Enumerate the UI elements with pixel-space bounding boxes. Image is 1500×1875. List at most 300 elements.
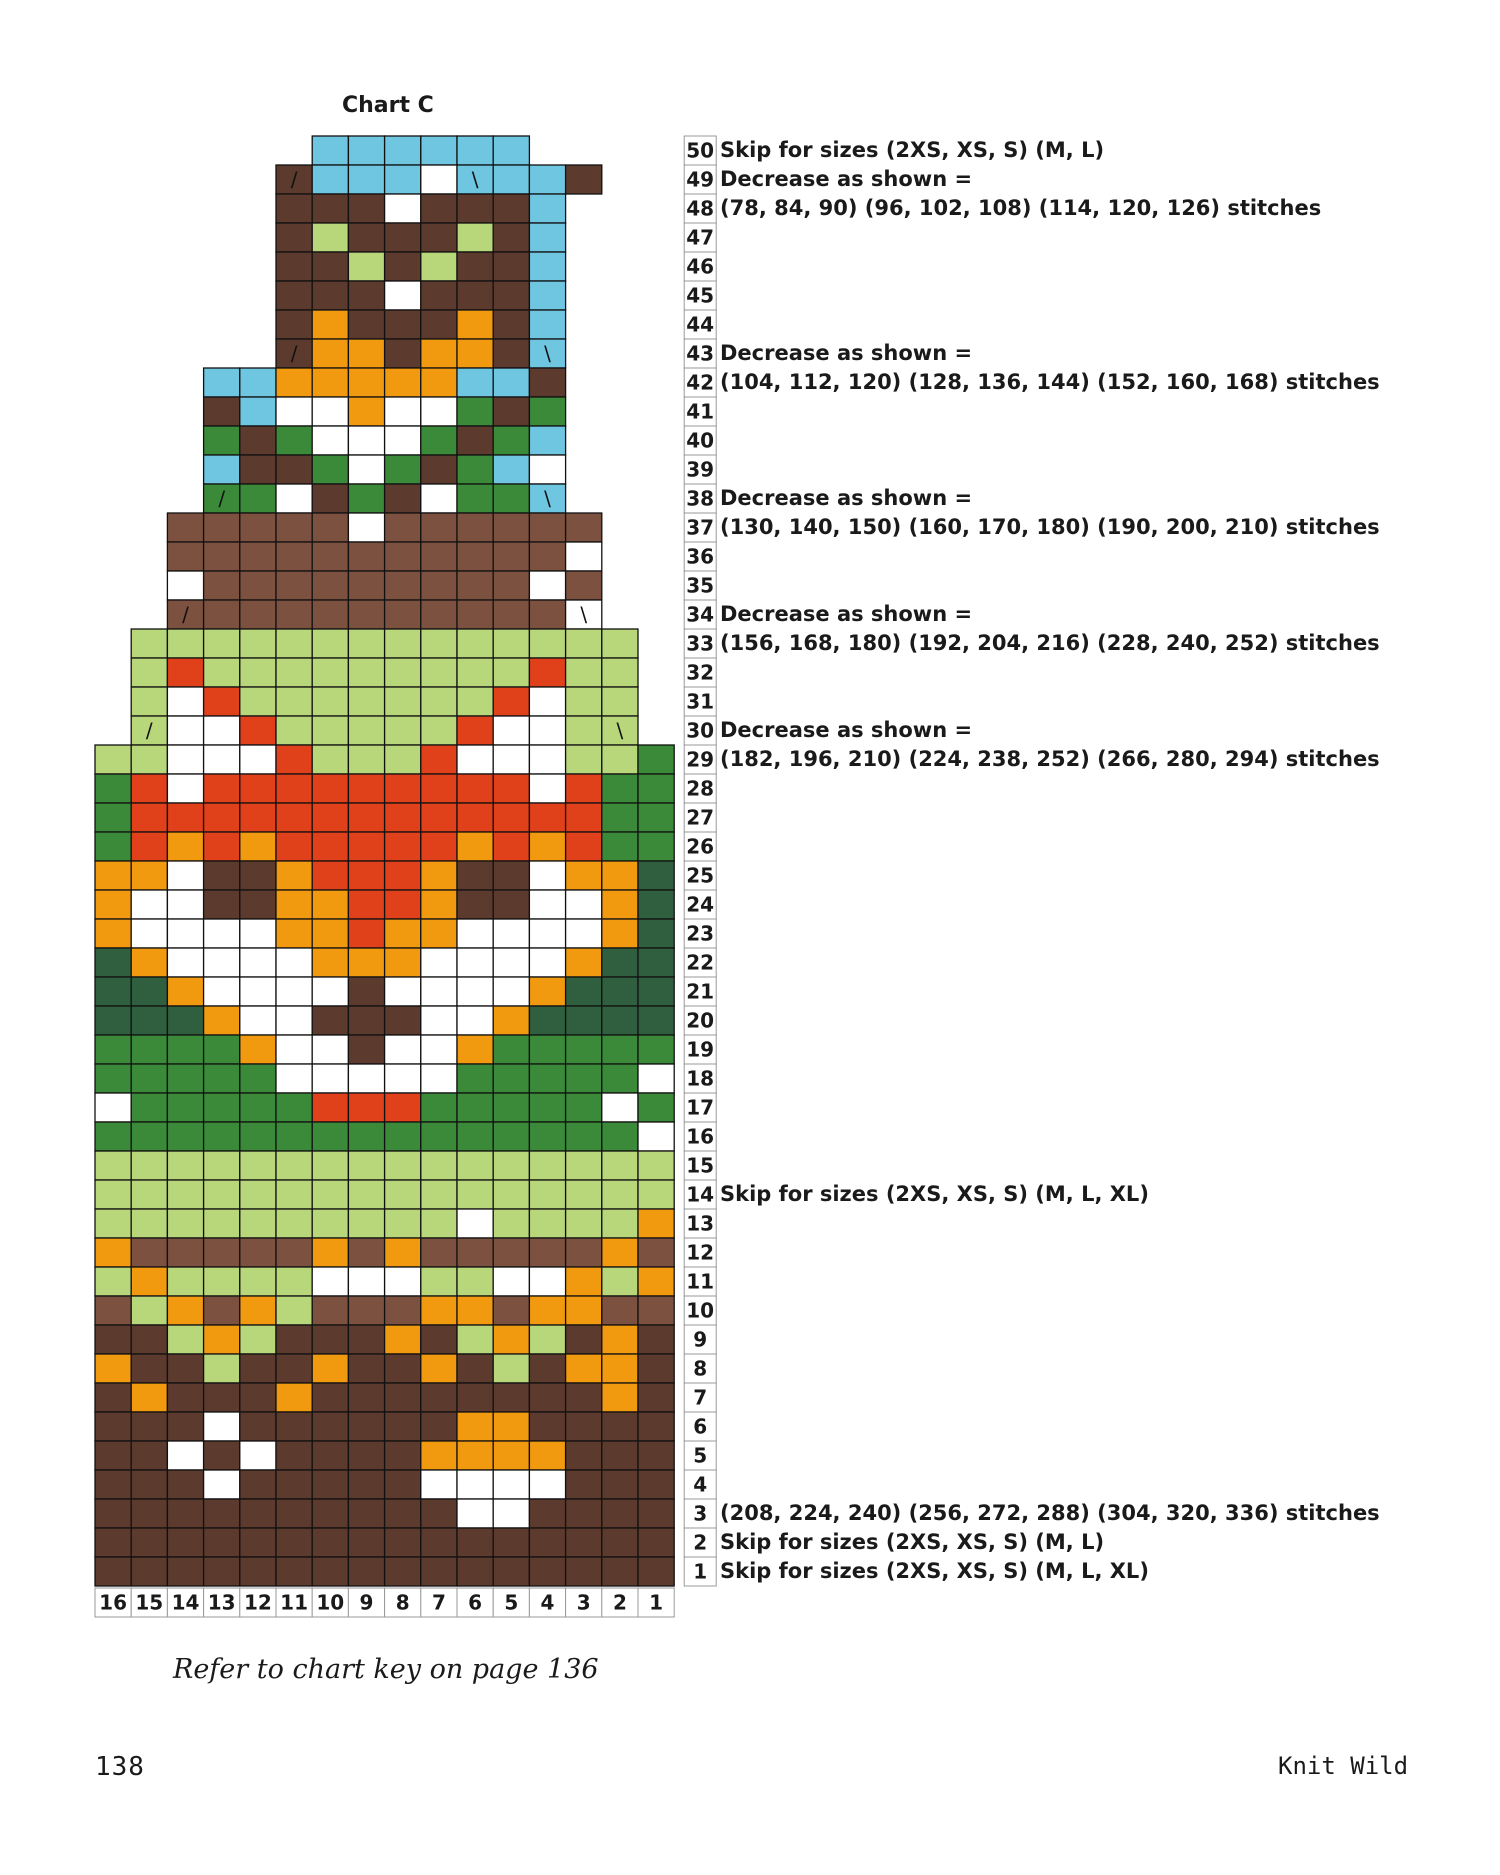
stitch-cell (385, 223, 421, 252)
row-number: 35 (686, 573, 715, 598)
stitch-cell (385, 803, 421, 832)
stitch-cell (276, 1151, 312, 1180)
stitch-cell (529, 426, 565, 455)
stitch-cell (493, 1180, 529, 1209)
stitch-cell (204, 1557, 240, 1586)
stitch-cell (276, 658, 312, 687)
stitch-cell (167, 1383, 203, 1412)
stitch-cell (385, 1180, 421, 1209)
stitch-cell (529, 658, 565, 687)
stitch-cell (529, 832, 565, 861)
stitch-cell (276, 977, 312, 1006)
stitch-cell (566, 1412, 602, 1441)
stitch-cell (348, 165, 384, 194)
stitch-cell (131, 919, 167, 948)
row-number: 17 (686, 1095, 715, 1120)
stitch-cell (385, 861, 421, 890)
stitch-cell (457, 1441, 493, 1470)
stitch-cell (167, 977, 203, 1006)
row-note: (156, 168, 180) (192, 204, 216) (228, 240, 252) stitches (720, 631, 1380, 655)
stitch-cell (421, 1238, 457, 1267)
stitch-cell (312, 368, 348, 397)
stitch-cell (95, 803, 131, 832)
decrease-symbol: \ (471, 167, 479, 192)
stitch-cell (421, 136, 457, 165)
stitch-cell (348, 484, 384, 513)
stitch-cell (493, 1412, 529, 1441)
stitch-cell (602, 687, 638, 716)
stitch-cell (131, 861, 167, 890)
stitch-cell (95, 1238, 131, 1267)
stitch-cell (457, 1180, 493, 1209)
stitch-cell (348, 1441, 384, 1470)
stitch-cell (457, 194, 493, 223)
stitch-cell (493, 1441, 529, 1470)
stitch-cell (638, 1325, 674, 1354)
row-note: Decrease as shown = (720, 167, 973, 191)
stitch-cell (95, 1354, 131, 1383)
stitch-cell (204, 629, 240, 658)
stitch-cell (276, 397, 312, 426)
stitch-cell (312, 1209, 348, 1238)
stitch-cell (240, 890, 276, 919)
stitch-cell (493, 339, 529, 368)
stitch-cell (421, 774, 457, 803)
stitch-cell (421, 426, 457, 455)
stitch-cell (385, 716, 421, 745)
stitch-cell (566, 745, 602, 774)
stitch-cell (421, 513, 457, 542)
row-number: 23 (686, 921, 715, 946)
stitch-cell (385, 571, 421, 600)
row-number: 26 (686, 834, 715, 859)
stitch-cell (204, 1441, 240, 1470)
stitch-cell (240, 919, 276, 948)
stitch-cell (457, 1238, 493, 1267)
stitch-cell (385, 832, 421, 861)
stitch-cell (602, 1441, 638, 1470)
stitch-cell (602, 1267, 638, 1296)
row-note: Decrease as shown = (720, 486, 973, 510)
column-number: 7 (431, 1590, 446, 1615)
stitch-cell (638, 890, 674, 919)
stitch-cell (566, 513, 602, 542)
stitch-cell (204, 600, 240, 629)
stitch-cell (529, 803, 565, 832)
stitch-cell (457, 1325, 493, 1354)
stitch-cell (204, 1296, 240, 1325)
row-number: 25 (686, 863, 715, 888)
stitch-cell (204, 368, 240, 397)
stitch-cell (457, 455, 493, 484)
stitch-cell (312, 774, 348, 803)
stitch-cell (385, 1064, 421, 1093)
row-note: (130, 140, 150) (160, 170, 180) (190, 200, 210) stitches (720, 515, 1380, 539)
stitch-cell (493, 600, 529, 629)
stitch-cell (204, 1528, 240, 1557)
stitch-cell (240, 1238, 276, 1267)
stitch-cell (312, 310, 348, 339)
stitch-cell (276, 1441, 312, 1470)
stitch-cell (240, 774, 276, 803)
stitch-cell (493, 658, 529, 687)
stitch-cell (566, 803, 602, 832)
stitch-cell (95, 774, 131, 803)
stitch-cell (493, 571, 529, 600)
row-number: 47 (686, 225, 715, 250)
row-number: 7 (693, 1385, 708, 1410)
stitch-cell (312, 1035, 348, 1064)
stitch-cell (240, 1557, 276, 1586)
stitch-cell (276, 1354, 312, 1383)
stitch-cell (312, 629, 348, 658)
stitch-cell (566, 1296, 602, 1325)
stitch-cell (385, 1470, 421, 1499)
stitch-cell (385, 368, 421, 397)
stitch-cell (348, 861, 384, 890)
row-number: 24 (686, 892, 715, 917)
stitch-cell (421, 832, 457, 861)
row-number: 29 (686, 747, 715, 772)
stitch-cell (276, 832, 312, 861)
stitch-cell (529, 774, 565, 803)
stitch-cell (566, 1064, 602, 1093)
stitch-cell (204, 1180, 240, 1209)
stitch-cell (385, 397, 421, 426)
stitch-cell (167, 1238, 203, 1267)
stitch-cell (131, 1064, 167, 1093)
row-number: 4 (693, 1472, 708, 1497)
stitch-cell (457, 426, 493, 455)
stitch-cell (385, 1006, 421, 1035)
stitch-cell (240, 977, 276, 1006)
stitch-cell (493, 1499, 529, 1528)
stitch-cell (457, 223, 493, 252)
stitch-cell (385, 310, 421, 339)
stitch-cell (131, 1325, 167, 1354)
stitch-cell (167, 1325, 203, 1354)
stitch-cell (457, 629, 493, 658)
stitch-cell (95, 1006, 131, 1035)
row-number: 50 (686, 138, 715, 163)
stitch-cell (240, 658, 276, 687)
decrease-symbol: \ (544, 486, 551, 511)
stitch-cell (95, 861, 131, 890)
stitch-cell (421, 1180, 457, 1209)
stitch-cell (167, 1557, 203, 1586)
stitch-cell (638, 803, 674, 832)
column-number: 6 (468, 1590, 483, 1615)
stitch-cell (457, 1006, 493, 1035)
stitch-cell (312, 658, 348, 687)
stitch-cell (493, 890, 529, 919)
stitch-cell (276, 1006, 312, 1035)
stitch-cell (602, 1499, 638, 1528)
stitch-cell (421, 1296, 457, 1325)
stitch-cell (385, 1035, 421, 1064)
stitch-cell (385, 1354, 421, 1383)
stitch-cell (204, 716, 240, 745)
stitch-cell (167, 687, 203, 716)
stitch-cell (276, 571, 312, 600)
stitch-cell (240, 1354, 276, 1383)
stitch-cell (312, 600, 348, 629)
stitch-cell (602, 1383, 638, 1412)
stitch-cell (131, 832, 167, 861)
stitch-cell (276, 1093, 312, 1122)
stitch-cell (566, 1354, 602, 1383)
column-number: 9 (359, 1590, 374, 1615)
row-number: 30 (686, 718, 715, 743)
stitch-cell (493, 919, 529, 948)
row-note: (104, 112, 120) (128, 136, 144) (152, 160, 168) stitches (720, 370, 1380, 394)
stitch-cell (529, 1209, 565, 1238)
stitch-cell (529, 629, 565, 658)
stitch-cell (602, 1180, 638, 1209)
stitch-cell (204, 1470, 240, 1499)
stitch-cell (240, 1209, 276, 1238)
stitch-cell (95, 1412, 131, 1441)
stitch-cell (95, 1180, 131, 1209)
stitch-cell (312, 1151, 348, 1180)
stitch-cell (240, 484, 276, 513)
stitch-cell (348, 890, 384, 919)
stitch-cell (457, 1296, 493, 1325)
row-note: Decrease as shown = (720, 602, 973, 626)
stitch-cell (348, 1035, 384, 1064)
column-number: 2 (612, 1590, 627, 1615)
stitch-cell (421, 1412, 457, 1441)
stitch-cell (312, 426, 348, 455)
stitch-cell (348, 1238, 384, 1267)
stitch-cell (421, 600, 457, 629)
row-number: 21 (686, 979, 715, 1004)
stitch-cell (240, 1006, 276, 1035)
stitch-cell (348, 687, 384, 716)
stitch-cell (348, 1093, 384, 1122)
stitch-cell (493, 977, 529, 1006)
stitch-cell (566, 832, 602, 861)
stitch-cell (638, 1151, 674, 1180)
stitch-cell (312, 1238, 348, 1267)
stitch-cell (529, 890, 565, 919)
stitch-cell (602, 745, 638, 774)
stitch-cell (348, 774, 384, 803)
stitch-cell (493, 136, 529, 165)
stitch-cell (493, 1325, 529, 1354)
stitch-cell (312, 1412, 348, 1441)
stitch-cell (529, 1557, 565, 1586)
decrease-symbol: / (145, 718, 153, 743)
stitch-cell (348, 1412, 384, 1441)
stitch-cell (385, 1267, 421, 1296)
stitch-cell (276, 1325, 312, 1354)
stitch-cell (204, 803, 240, 832)
stitch-cell (204, 890, 240, 919)
stitch-cell (131, 629, 167, 658)
stitch-cell (131, 1441, 167, 1470)
stitch-cell (638, 1064, 674, 1093)
stitch-cell (566, 977, 602, 1006)
stitch-cell (602, 1325, 638, 1354)
stitch-cell (276, 1180, 312, 1209)
stitch-cell (602, 1093, 638, 1122)
stitch-cell (204, 977, 240, 1006)
stitch-cell (276, 919, 312, 948)
stitch-cell (529, 1093, 565, 1122)
row-number: 42 (686, 370, 715, 395)
stitch-cell (385, 1093, 421, 1122)
stitch-cell (240, 861, 276, 890)
stitch-cell (457, 803, 493, 832)
stitch-cell (312, 890, 348, 919)
stitch-cell (529, 1151, 565, 1180)
row-note: Skip for sizes (2XS, XS, S) (M, L) (720, 1530, 1105, 1554)
stitch-cell (385, 1238, 421, 1267)
row-number: 9 (693, 1327, 708, 1352)
row-note: (208, 224, 240) (256, 272, 288) (304, 320, 336) stitches (720, 1501, 1380, 1525)
column-number: 14 (171, 1590, 200, 1615)
stitch-cell (348, 1470, 384, 1499)
stitch-cell (457, 1122, 493, 1151)
stitch-cell (493, 1383, 529, 1412)
stitch-cell (421, 1499, 457, 1528)
stitch-cell (385, 1296, 421, 1325)
row-number: 44 (686, 312, 715, 337)
stitch-cell (638, 1296, 674, 1325)
stitch-cell (348, 1557, 384, 1586)
stitch-cell (385, 919, 421, 948)
stitch-cell (348, 310, 384, 339)
row-number: 10 (686, 1298, 715, 1323)
stitch-cell (385, 1325, 421, 1354)
stitch-cell (204, 1499, 240, 1528)
stitch-cell (204, 919, 240, 948)
stitch-cell (240, 803, 276, 832)
stitch-cell (457, 948, 493, 977)
stitch-cell (457, 252, 493, 281)
stitch-cell (529, 687, 565, 716)
row-number: 14 (686, 1182, 715, 1207)
stitch-cell (167, 948, 203, 977)
stitch-cell (493, 1209, 529, 1238)
stitch-cell (493, 629, 529, 658)
stitch-cell (421, 919, 457, 948)
stitch-cell (131, 948, 167, 977)
stitch-cell (348, 1180, 384, 1209)
stitch-cell (385, 977, 421, 1006)
row-number: 33 (686, 631, 715, 656)
stitch-cell (421, 977, 457, 1006)
stitch-cell (529, 1470, 565, 1499)
stitch-cell (493, 1093, 529, 1122)
stitch-cell (131, 1354, 167, 1383)
stitch-cell (457, 1209, 493, 1238)
stitch-cell (95, 1528, 131, 1557)
stitch-cell (529, 919, 565, 948)
chart-cells (95, 136, 674, 1586)
row-number: 18 (686, 1066, 715, 1091)
stitch-cell (276, 252, 312, 281)
stitch-cell (529, 194, 565, 223)
stitch-cell (276, 1412, 312, 1441)
stitch-cell (167, 1151, 203, 1180)
stitch-cell (95, 1296, 131, 1325)
decrease-symbol: / (290, 341, 298, 366)
stitch-cell (529, 571, 565, 600)
stitch-cell (638, 832, 674, 861)
stitch-cell (529, 1238, 565, 1267)
stitch-cell (240, 687, 276, 716)
stitch-cell (312, 455, 348, 484)
stitch-cell (131, 658, 167, 687)
stitch-cell (638, 1035, 674, 1064)
stitch-cell (566, 1557, 602, 1586)
stitch-cell (240, 629, 276, 658)
stitch-cell (348, 339, 384, 368)
stitch-cell (204, 1354, 240, 1383)
row-note: (78, 84, 90) (96, 102, 108) (114, 120, 126) stitches (720, 196, 1322, 220)
stitch-cell (421, 397, 457, 426)
stitch-cell (131, 1296, 167, 1325)
stitch-cell (493, 1354, 529, 1383)
stitch-cell (312, 803, 348, 832)
decrease-symbol: / (182, 602, 189, 627)
column-number: 8 (395, 1590, 410, 1615)
row-note: Skip for sizes (2XS, XS, S) (M, L, XL) (720, 1559, 1149, 1583)
stitch-cell (602, 1354, 638, 1383)
stitch-cell (566, 948, 602, 977)
stitch-cell (493, 513, 529, 542)
stitch-cell (493, 1238, 529, 1267)
stitch-cell (348, 368, 384, 397)
stitch-cell (167, 1035, 203, 1064)
stitch-cell (131, 1383, 167, 1412)
stitch-cell (131, 803, 167, 832)
stitch-cell (240, 1441, 276, 1470)
stitch-cell (385, 1383, 421, 1412)
stitch-cell (529, 600, 565, 629)
stitch-cell (131, 745, 167, 774)
stitch-cell (421, 1122, 457, 1151)
stitch-cell (312, 977, 348, 1006)
stitch-cell (276, 716, 312, 745)
stitch-cell (276, 1267, 312, 1296)
stitch-cell (457, 1035, 493, 1064)
stitch-cell (529, 1296, 565, 1325)
stitch-cell (385, 281, 421, 310)
stitch-cell (348, 1267, 384, 1296)
stitch-cell (204, 1122, 240, 1151)
stitch-cell (240, 1499, 276, 1528)
stitch-cell (204, 687, 240, 716)
stitch-cell (493, 1122, 529, 1151)
stitch-cell (240, 600, 276, 629)
stitch-cell (457, 600, 493, 629)
stitch-cell (312, 716, 348, 745)
stitch-cell (566, 861, 602, 890)
stitch-cell (566, 1383, 602, 1412)
stitch-cell (493, 687, 529, 716)
stitch-cell (240, 1122, 276, 1151)
stitch-cell (457, 136, 493, 165)
stitch-cell (638, 1122, 674, 1151)
stitch-cell (312, 1122, 348, 1151)
stitch-cell (385, 1499, 421, 1528)
stitch-cell (131, 1180, 167, 1209)
stitch-cell (493, 542, 529, 571)
stitch-cell (602, 1412, 638, 1441)
